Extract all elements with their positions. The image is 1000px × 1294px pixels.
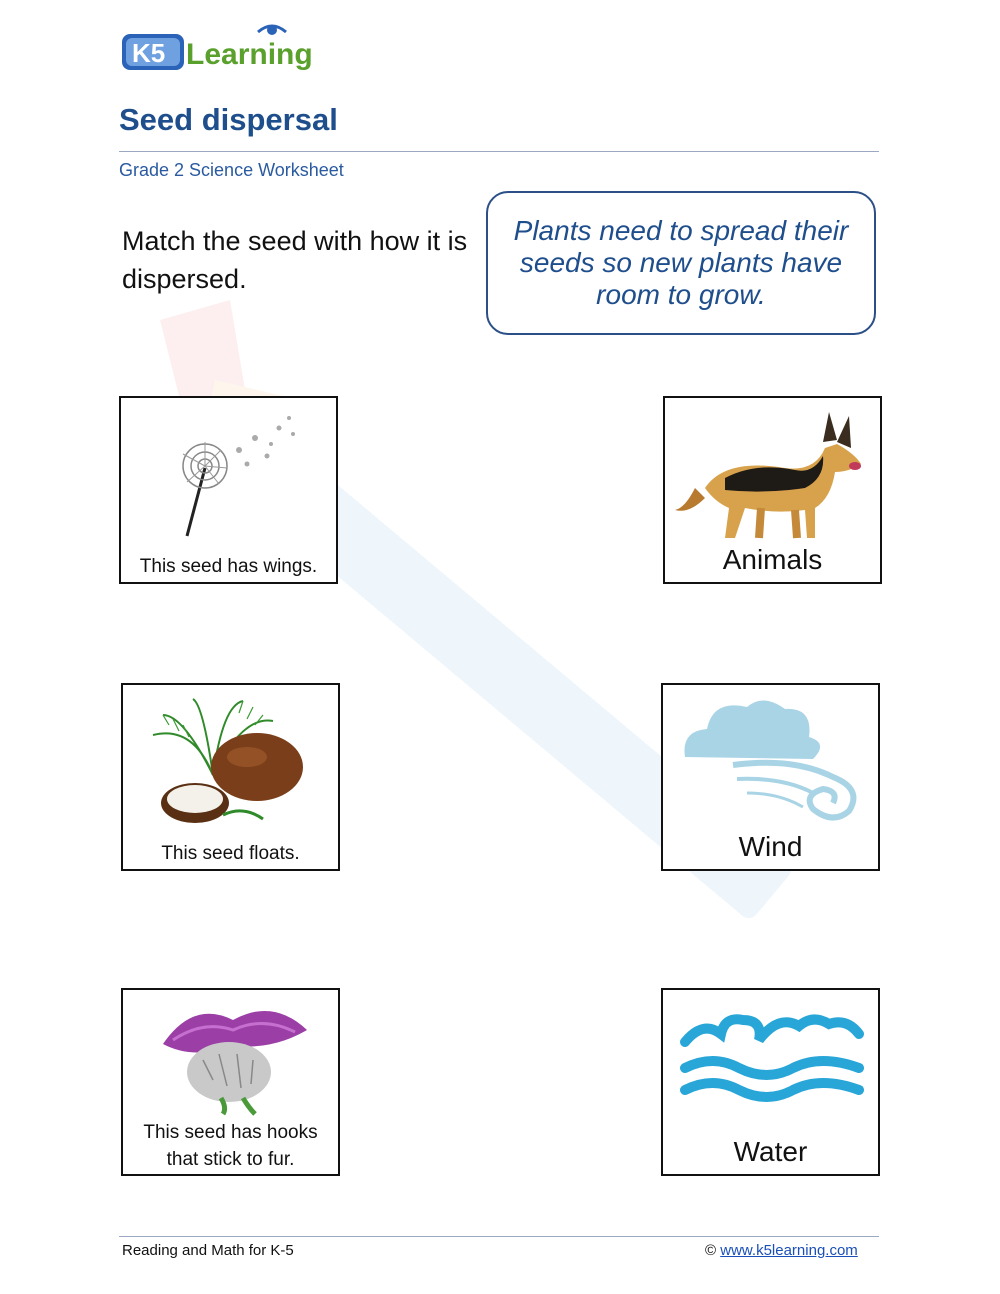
- callout-text: Plants need to spread their seeds so new plants have room to grow.: [513, 215, 849, 310]
- method-card-animals[interactable]: [663, 396, 882, 584]
- info-callout: [486, 191, 876, 335]
- title-divider: [119, 151, 879, 152]
- svg-text:K5: K5: [132, 38, 166, 68]
- footer-copyright: [705, 1242, 858, 1259]
- method-card-wind[interactable]: [661, 683, 880, 871]
- method-label: Wind: [738, 831, 803, 862]
- seed-card-coconut[interactable]: [121, 683, 340, 871]
- page-subtitle: Grade 2 Science Worksheet: [119, 160, 344, 180]
- seed-card-thistle[interactable]: [121, 988, 340, 1176]
- method-label: Animals: [722, 544, 823, 575]
- seed-caption: This seed floats.: [161, 843, 300, 864]
- method-card-water[interactable]: [661, 988, 880, 1176]
- seed-caption: This seed has wings.: [139, 556, 318, 577]
- method-label: Water: [733, 1136, 808, 1167]
- footer-divider: [119, 1236, 879, 1237]
- seed-caption-line1: This seed has hooks: [143, 1122, 318, 1143]
- instruction-text: Match the seed with how it is dispersed.: [122, 226, 468, 294]
- seed-card-dandelion[interactable]: [119, 396, 338, 584]
- footer-tagline: Reading and Math for K-5: [122, 1242, 294, 1259]
- svg-text:Learning: Learning: [186, 38, 313, 71]
- copyright-symbol: ©: [705, 1242, 717, 1259]
- website-link[interactable]: www.k5learning.com: [720, 1242, 858, 1259]
- page-title: Seed dispersal: [119, 102, 338, 137]
- k5-learning-logo: [120, 20, 335, 78]
- seed-caption-line2: that stick to fur.: [166, 1149, 295, 1170]
